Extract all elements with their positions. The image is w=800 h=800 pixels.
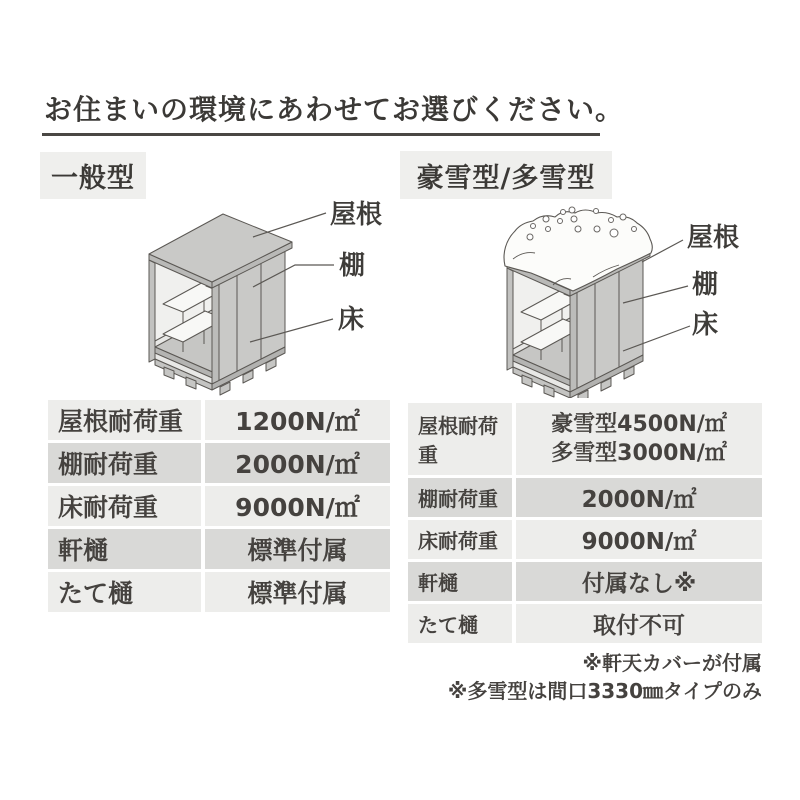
spec-value: 取付不可: [516, 604, 762, 643]
spec-label: 屋根耐荷重: [48, 400, 201, 440]
footnote-eave-cover: ※軒天カバーが付属: [582, 651, 762, 675]
section-header-heavy-snow: 豪雪型/多雪型: [400, 151, 612, 199]
spec-label: 屋根耐荷重: [408, 403, 512, 475]
table-row: [48, 486, 390, 526]
spec-value: 標準付属: [205, 529, 390, 569]
spec-value: 付属なし※: [516, 562, 762, 601]
table-row: [408, 520, 762, 559]
footnote-multi-snow: ※多雪型は間口3330㎜タイプのみ: [447, 679, 762, 703]
spec-label: 軒樋: [408, 562, 512, 601]
callout-label-shelf: 棚: [339, 251, 366, 281]
callout-line-roof: [253, 213, 326, 237]
spec-label: 床耐荷重: [48, 486, 201, 526]
spec-value-line2: 多雪型3000N/㎡: [551, 441, 727, 466]
table-row: [48, 400, 390, 440]
spec-value: 2000N/㎡: [205, 443, 390, 483]
spec-label: 軒樋: [48, 529, 201, 569]
shed-illustration-general: [100, 192, 395, 397]
spec-label: 床耐荷重: [408, 520, 512, 559]
callout-label-floor: 床: [338, 305, 365, 335]
callout-label-roof: 屋根: [687, 223, 740, 253]
shed-drawing: [149, 214, 292, 395]
spec-value: 9000N/㎡: [205, 486, 390, 526]
title-underline: [42, 133, 600, 136]
footnotes: [448, 649, 762, 705]
spec-label: たて樋: [408, 604, 512, 643]
page-title: お住まいの環境にあわせてお選びください。: [44, 93, 625, 126]
table-row: [408, 403, 762, 475]
table-row: [408, 478, 762, 517]
spec-value: 標準付属: [205, 572, 390, 612]
spec-value: 9000N/㎡: [516, 520, 762, 559]
callout-label-floor: 床: [692, 310, 719, 340]
section-header-general: 一般型: [40, 152, 146, 199]
spec-table-general: [48, 400, 390, 615]
spec-value: [516, 403, 762, 475]
shed-illustration-snow: [455, 183, 755, 398]
spec-label: 棚耐荷重: [48, 443, 201, 483]
callout-label-shelf: 棚: [692, 270, 719, 300]
table-row: [408, 604, 762, 643]
table-row: [48, 529, 390, 569]
spec-label: 棚耐荷重: [408, 478, 512, 517]
spec-label: たて樋: [48, 572, 201, 612]
spec-value: 2000N/㎡: [516, 478, 762, 517]
table-row: [408, 562, 762, 601]
spec-value: 1200N/㎡: [205, 400, 390, 440]
spec-value-line1: 豪雪型4500N/㎡: [551, 412, 727, 437]
table-row: [48, 572, 390, 612]
callout-label-roof: 屋根: [330, 200, 383, 230]
table-row: [48, 443, 390, 483]
spec-table-heavy-snow: [408, 403, 762, 646]
